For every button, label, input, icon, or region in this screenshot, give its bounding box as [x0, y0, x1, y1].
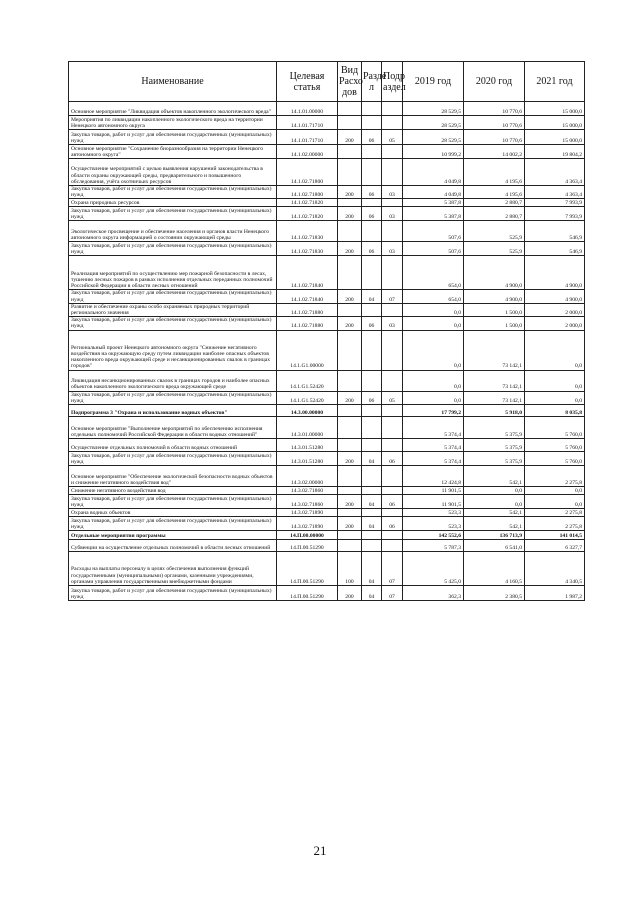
table-row	[69, 199, 585, 207]
cell-name: Основное мероприятие "Выполнение мероприятий по обеспечению исполнения отдельных полномочий Российской Федерации в области водных отношений"	[69, 417, 277, 439]
cell-section: 04	[362, 552, 382, 586]
cell-year-2019: 654,0	[403, 290, 464, 303]
cell-year-2020: 10 770,6	[464, 130, 525, 145]
cell-year-2019: 5 787,3	[403, 540, 464, 552]
table-row	[69, 186, 585, 199]
cell-name: Закупка товаров, работ и услуг для обеспечения государственных (муниципальных) нужд	[69, 517, 277, 531]
cell-subsection: 06	[382, 495, 403, 509]
cell-year-2020: 10 770,6	[464, 102, 525, 116]
cell-year-2019: 362,3	[403, 586, 464, 601]
cell-section	[362, 531, 382, 540]
cell-target-article: 14.1.02.71880	[277, 303, 338, 316]
cell-section	[362, 417, 382, 439]
cell-name: Осуществление мероприятий с целью выявления нарушений законодательства в области охраны окружающей среды, предварительного и повышенного обследования, учёта охотничьих ресурсов	[69, 159, 277, 186]
cell-section	[362, 145, 382, 159]
cell-subsection: 03	[382, 242, 403, 256]
cell-year-2020: 5 375,9	[464, 417, 525, 439]
cell-name: Закупка товаров, работ и услуг для обеспечения государственных (муниципальных) нужд	[69, 186, 277, 199]
cell-year-2019: 523,3	[403, 517, 464, 531]
cell-section	[362, 487, 382, 495]
cell-year-2021: 4 900,0	[525, 256, 585, 290]
cell-year-2019: 654,0	[403, 256, 464, 290]
table-header-row	[69, 62, 585, 102]
cell-year-2021: 4 900,0	[525, 290, 585, 303]
cell-year-2019: 0,0	[403, 317, 464, 330]
cell-expense-type	[338, 370, 362, 391]
cell-year-2021: 1 987,2	[525, 586, 585, 601]
cell-expense-type	[338, 330, 362, 370]
cell-name: Отдельные мероприятия программы	[69, 531, 277, 540]
cell-subsection	[382, 145, 403, 159]
cell-year-2019: 17 799,2	[403, 405, 464, 417]
cell-year-2020: 4 195,6	[464, 186, 525, 199]
cell-subsection: 05	[382, 391, 403, 404]
cell-target-article: 14.П.00.51290	[277, 552, 338, 586]
cell-year-2020: 4 195,6	[464, 159, 525, 186]
cell-target-article: 14.1.02.00000	[277, 145, 338, 159]
cell-year-2021: 4 363,4	[525, 186, 585, 199]
cell-year-2021: 7 993,9	[525, 207, 585, 221]
cell-year-2020: 73 142,1	[464, 391, 525, 404]
cell-section: 06	[362, 207, 382, 221]
cell-year-2019: 4 049,8	[403, 159, 464, 186]
cell-year-2021: 5 760,0	[525, 417, 585, 439]
header-name: Наименование	[69, 62, 277, 102]
table-row	[69, 290, 585, 303]
cell-expense-type: 200	[338, 517, 362, 531]
budget-table-container	[68, 61, 584, 601]
cell-year-2020: 4 900,0	[464, 290, 525, 303]
cell-year-2019: 507,6	[403, 242, 464, 256]
cell-name: Ликвидация несанкционированных свалок в границах городов и наиболее опасных объектов накопленного экологического вреда окружающей среде	[69, 370, 277, 391]
cell-expense-type: 200	[338, 317, 362, 330]
cell-year-2020: 1 500,0	[464, 317, 525, 330]
cell-target-article: 14.1.G1.52420	[277, 391, 338, 404]
cell-name: Реализация мероприятий по осуществлению мер пожарной безопасности в лесах, тушению лесных пожаров в рамках исполнения отдельных переданных полномочий Российской Федерации в области лесных отношений	[69, 256, 277, 290]
cell-year-2020: 136 713,9	[464, 531, 525, 540]
cell-expense-type	[338, 199, 362, 207]
cell-expense-type	[338, 145, 362, 159]
cell-name: Развитие и обеспечение охраны особо охраняемых природных территорий регионального значения	[69, 303, 277, 316]
cell-name: Закупка товаров, работ и услуг для обеспечения государственных (муниципальных) нужд	[69, 207, 277, 221]
cell-expense-type: 200	[338, 586, 362, 601]
cell-subsection	[382, 531, 403, 540]
header-section: Разде л	[362, 62, 382, 102]
cell-target-article: 14.1.02.71840	[277, 290, 338, 303]
cell-target-article: 14.1.G1.00000	[277, 330, 338, 370]
cell-section	[362, 509, 382, 517]
cell-year-2021: 546,9	[525, 221, 585, 242]
cell-section: 04	[362, 517, 382, 531]
cell-year-2020: 4 160,5	[464, 552, 525, 586]
cell-subsection	[382, 405, 403, 417]
cell-year-2020: 5 375,9	[464, 452, 525, 466]
table-row	[69, 130, 585, 145]
table-row	[69, 242, 585, 256]
table-row	[69, 405, 585, 417]
cell-year-2019: 28 529,5	[403, 130, 464, 145]
cell-year-2020: 14 002,2	[464, 145, 525, 159]
cell-year-2021: 546,9	[525, 242, 585, 256]
table-row	[69, 439, 585, 452]
cell-target-article: 14.1.02.71820	[277, 199, 338, 207]
cell-year-2020: 10 770,6	[464, 116, 525, 130]
cell-name: Снижение негативного воздействия вод	[69, 487, 277, 495]
cell-name: Охрана водных объектов	[69, 509, 277, 517]
cell-year-2019: 12 424,8	[403, 466, 464, 487]
table-row	[69, 586, 585, 601]
cell-target-article: 14.3.02.71860	[277, 487, 338, 495]
cell-expense-type: 200	[338, 207, 362, 221]
cell-year-2021: 4 340,5	[525, 552, 585, 586]
cell-year-2020: 6 541,0	[464, 540, 525, 552]
cell-subsection: 06	[382, 452, 403, 466]
table-row	[69, 540, 585, 552]
cell-section: 06	[362, 130, 382, 145]
cell-expense-type	[338, 303, 362, 316]
cell-expense-type	[338, 256, 362, 290]
cell-year-2021: 141 014,5	[525, 531, 585, 540]
cell-target-article: 14.П.00.51290	[277, 586, 338, 601]
cell-target-article: 14.П.00.00000	[277, 531, 338, 540]
header-year-2020: 2020 год	[464, 62, 525, 102]
cell-year-2021: 15 000,0	[525, 102, 585, 116]
header-year-2019: 2019 год	[403, 62, 464, 102]
cell-name: Закупка товаров, работ и услуг для обеспечения государственных (муниципальных) нужд	[69, 495, 277, 509]
cell-target-article: 14.1.01.71710	[277, 116, 338, 130]
cell-year-2021: 0,0	[525, 330, 585, 370]
table-row	[69, 207, 585, 221]
cell-target-article: 14.3.02.71860	[277, 495, 338, 509]
table-row	[69, 317, 585, 330]
cell-target-article: 14.3.01.00000	[277, 417, 338, 439]
cell-name: Подпрограмма 3 "Охрана и использование водных объектов"	[69, 405, 277, 417]
table-row	[69, 102, 585, 116]
cell-year-2019: 5 374,4	[403, 417, 464, 439]
cell-name: Закупка товаров, работ и услуг для обеспечения государственных (муниципальных) нужд	[69, 452, 277, 466]
header-year-2021: 2021 год	[525, 62, 585, 102]
cell-subsection	[382, 509, 403, 517]
cell-expense-type: 200	[338, 452, 362, 466]
cell-name: Основное мероприятие "Ликвидация объектов накопленного экологического вреда"	[69, 102, 277, 116]
cell-year-2019: 523,3	[403, 509, 464, 517]
cell-year-2019: 11 901,5	[403, 495, 464, 509]
cell-subsection	[382, 439, 403, 452]
budget-table	[68, 61, 585, 601]
cell-subsection	[382, 540, 403, 552]
cell-year-2021: 0,0	[525, 370, 585, 391]
cell-year-2019: 5 387,8	[403, 199, 464, 207]
cell-target-article: 14.1.G1.52420	[277, 370, 338, 391]
cell-subsection: 03	[382, 186, 403, 199]
cell-section	[362, 102, 382, 116]
cell-year-2020: 5 375,9	[464, 439, 525, 452]
cell-subsection	[382, 102, 403, 116]
cell-subsection	[382, 466, 403, 487]
cell-name: Закупка товаров, работ и услуг для обеспечения государственных (муниципальных) нужд	[69, 391, 277, 404]
cell-expense-type	[338, 116, 362, 130]
cell-subsection	[382, 487, 403, 495]
cell-year-2021: 2 275,8	[525, 517, 585, 531]
cell-year-2019: 5 374,4	[403, 439, 464, 452]
cell-year-2019: 11 901,5	[403, 487, 464, 495]
cell-subsection: 03	[382, 317, 403, 330]
cell-section	[362, 370, 382, 391]
table-body	[69, 102, 585, 601]
cell-subsection	[382, 370, 403, 391]
cell-year-2020: 4 900,0	[464, 256, 525, 290]
cell-expense-type	[338, 102, 362, 116]
cell-section: 06	[362, 242, 382, 256]
cell-target-article: 14.П.00.51290	[277, 540, 338, 552]
cell-target-article: 14.3.00.00000	[277, 405, 338, 417]
cell-target-article: 14.1.01.71710	[277, 130, 338, 145]
cell-year-2019: 4 049,8	[403, 186, 464, 199]
table-row	[69, 116, 585, 130]
cell-section	[362, 540, 382, 552]
cell-name: Экологическое просвещение и обеспечение населения и органов власти Ненецкого автономного округа информацией о состоянии окружающей среды	[69, 221, 277, 242]
cell-expense-type	[338, 405, 362, 417]
cell-expense-type: 100	[338, 552, 362, 586]
cell-name: Основное мероприятие "Сохранение биоразнообразия на территории Ненецкого автономного округа"	[69, 145, 277, 159]
cell-target-article: 14.3.01.51280	[277, 439, 338, 452]
cell-year-2020: 525,9	[464, 221, 525, 242]
table-row	[69, 159, 585, 186]
cell-year-2019: 0,0	[403, 370, 464, 391]
cell-expense-type: 200	[338, 242, 362, 256]
cell-expense-type: 200	[338, 391, 362, 404]
cell-subsection	[382, 159, 403, 186]
cell-year-2021: 2 000,0	[525, 303, 585, 316]
cell-target-article: 14.3.02.71890	[277, 517, 338, 531]
table-row	[69, 552, 585, 586]
cell-expense-type	[338, 466, 362, 487]
cell-year-2020: 2 880,7	[464, 207, 525, 221]
cell-name: Закупка товаров, работ и услуг для обеспечения государственных (муниципальных) нужд	[69, 290, 277, 303]
cell-expense-type	[338, 221, 362, 242]
table-row	[69, 452, 585, 466]
cell-name: Субвенции на осуществление отдельных полномочий в области лесных отношений	[69, 540, 277, 552]
cell-target-article: 14.3.02.71890	[277, 509, 338, 517]
table-row	[69, 509, 585, 517]
cell-year-2021: 19 804,2	[525, 145, 585, 159]
cell-subsection	[382, 330, 403, 370]
cell-year-2021: 5 760,0	[525, 452, 585, 466]
cell-target-article: 14.3.02.00000	[277, 466, 338, 487]
cell-target-article: 14.1.02.71830	[277, 242, 338, 256]
cell-expense-type	[338, 540, 362, 552]
cell-section: 04	[362, 586, 382, 601]
cell-year-2021: 5 760,0	[525, 439, 585, 452]
cell-name: Региональный проект Ненецкого автономного округа "Снижение негативного воздействия на окружающую среду путем ликвидации наиболее опасных объектов накопленного вреда окружающей среде и несанкционированных свалок в границах городов"	[69, 330, 277, 370]
cell-subsection	[382, 116, 403, 130]
cell-year-2019: 507,6	[403, 221, 464, 242]
cell-name: Закупка товаров, работ и услуг для обеспечения государственных (муниципальных) нужд	[69, 242, 277, 256]
table-row	[69, 391, 585, 404]
cell-section	[362, 330, 382, 370]
cell-subsection	[382, 303, 403, 316]
cell-year-2020: 542,1	[464, 517, 525, 531]
table-row	[69, 487, 585, 495]
cell-expense-type	[338, 417, 362, 439]
cell-expense-type: 200	[338, 290, 362, 303]
cell-name: Расходы на выплаты персоналу в целях обеспечения выполнения функций государственными (муниципальными) органами, казенными учреждениями, органами управления государственными внебюджетными фондами	[69, 552, 277, 586]
table-row	[69, 531, 585, 540]
cell-section: 06	[362, 391, 382, 404]
cell-year-2021: 6 327,7	[525, 540, 585, 552]
cell-target-article: 14.1.02.71800	[277, 186, 338, 199]
cell-section: 04	[362, 290, 382, 303]
cell-year-2019: 0,0	[403, 303, 464, 316]
cell-name: Закупка товаров, работ и услуг для обеспечения государственных (муниципальных) нужд	[69, 586, 277, 601]
header-subsection: Подр аздел	[382, 62, 403, 102]
cell-year-2021: 15 000,0	[525, 116, 585, 130]
table-row	[69, 517, 585, 531]
cell-name: Закупка товаров, работ и услуг для обеспечения государственных (муниципальных) нужд	[69, 130, 277, 145]
cell-target-article: 14.1.02.71800	[277, 159, 338, 186]
cell-section	[362, 256, 382, 290]
cell-expense-type	[338, 439, 362, 452]
cell-subsection	[382, 199, 403, 207]
cell-section	[362, 159, 382, 186]
cell-year-2021: 15 000,0	[525, 130, 585, 145]
cell-target-article: 14.3.01.51280	[277, 452, 338, 466]
table-row	[69, 256, 585, 290]
cell-subsection: 03	[382, 207, 403, 221]
cell-section	[362, 116, 382, 130]
cell-expense-type	[338, 509, 362, 517]
cell-year-2021: 0,0	[525, 487, 585, 495]
cell-expense-type	[338, 159, 362, 186]
cell-target-article: 14.1.02.71840	[277, 256, 338, 290]
cell-target-article: 14.1.02.71880	[277, 317, 338, 330]
cell-year-2019: 5 374,4	[403, 452, 464, 466]
cell-subsection: 06	[382, 517, 403, 531]
cell-year-2020: 542,1	[464, 509, 525, 517]
cell-year-2020: 2 880,7	[464, 199, 525, 207]
cell-year-2019: 0,0	[403, 330, 464, 370]
cell-section	[362, 466, 382, 487]
table-row	[69, 330, 585, 370]
cell-section	[362, 439, 382, 452]
cell-year-2020: 73 142,1	[464, 370, 525, 391]
table-row	[69, 495, 585, 509]
cell-subsection: 07	[382, 552, 403, 586]
cell-name: Основное мероприятие "Обеспечение экологической безопасности водных объектов и снижение негативного воздействия вод"	[69, 466, 277, 487]
cell-year-2020: 2 380,5	[464, 586, 525, 601]
cell-year-2021: 4 363,4	[525, 159, 585, 186]
cell-year-2020: 73 142,1	[464, 330, 525, 370]
cell-section: 06	[362, 317, 382, 330]
cell-expense-type: 200	[338, 130, 362, 145]
cell-year-2019: 28 529,5	[403, 116, 464, 130]
cell-year-2019: 142 552,6	[403, 531, 464, 540]
cell-section	[362, 405, 382, 417]
cell-year-2021: 7 993,9	[525, 199, 585, 207]
cell-target-article: 14.1.01.00000	[277, 102, 338, 116]
cell-target-article: 14.1.02.71820	[277, 207, 338, 221]
cell-section	[362, 303, 382, 316]
table-row	[69, 145, 585, 159]
header-target-article: Целевая статья	[277, 62, 338, 102]
cell-year-2019: 5 425,0	[403, 552, 464, 586]
cell-year-2021: 2 275,8	[525, 466, 585, 487]
cell-name: Мероприятия по ликвидации накопленного экологического вреда на территории Ненецкого автономного округа	[69, 116, 277, 130]
cell-section	[362, 199, 382, 207]
cell-subsection	[382, 256, 403, 290]
cell-name: Осуществление отдельных полномочий в области водных отношений	[69, 439, 277, 452]
cell-year-2019: 5 387,8	[403, 207, 464, 221]
cell-section	[362, 221, 382, 242]
cell-year-2019: 0,0	[403, 391, 464, 404]
table-row	[69, 466, 585, 487]
table-row	[69, 417, 585, 439]
cell-year-2021: 2 275,8	[525, 509, 585, 517]
cell-section: 04	[362, 452, 382, 466]
table-row	[69, 370, 585, 391]
cell-year-2020: 0,0	[464, 487, 525, 495]
cell-year-2021: 2 000,0	[525, 317, 585, 330]
cell-name: Закупка товаров, работ и услуг для обеспечения государственных (муниципальных) нужд	[69, 317, 277, 330]
cell-year-2020: 1 500,0	[464, 303, 525, 316]
cell-subsection: 07	[382, 586, 403, 601]
cell-year-2020: 542,1	[464, 466, 525, 487]
cell-year-2021: 8 035,8	[525, 405, 585, 417]
cell-year-2021: 0,0	[525, 495, 585, 509]
cell-subsection	[382, 221, 403, 242]
table-row	[69, 221, 585, 242]
cell-subsection: 07	[382, 290, 403, 303]
cell-section: 06	[362, 186, 382, 199]
cell-expense-type	[338, 531, 362, 540]
cell-year-2020: 5 918,0	[464, 405, 525, 417]
table-row	[69, 303, 585, 316]
cell-subsection	[382, 417, 403, 439]
cell-year-2020: 0,0	[464, 495, 525, 509]
cell-section: 04	[362, 495, 382, 509]
cell-year-2021: 0,0	[525, 391, 585, 404]
cell-expense-type: 200	[338, 495, 362, 509]
header-expense-type: Вид Расхо дов	[338, 62, 362, 102]
page-number: 21	[313, 843, 327, 858]
cell-year-2020: 525,9	[464, 242, 525, 256]
cell-expense-type: 200	[338, 186, 362, 199]
cell-year-2019: 10 999,2	[403, 145, 464, 159]
cell-subsection: 05	[382, 130, 403, 145]
cell-target-article: 14.1.02.71830	[277, 221, 338, 242]
cell-expense-type	[338, 487, 362, 495]
cell-name: Охрана природных ресурсов	[69, 199, 277, 207]
cell-year-2019: 28 529,5	[403, 102, 464, 116]
